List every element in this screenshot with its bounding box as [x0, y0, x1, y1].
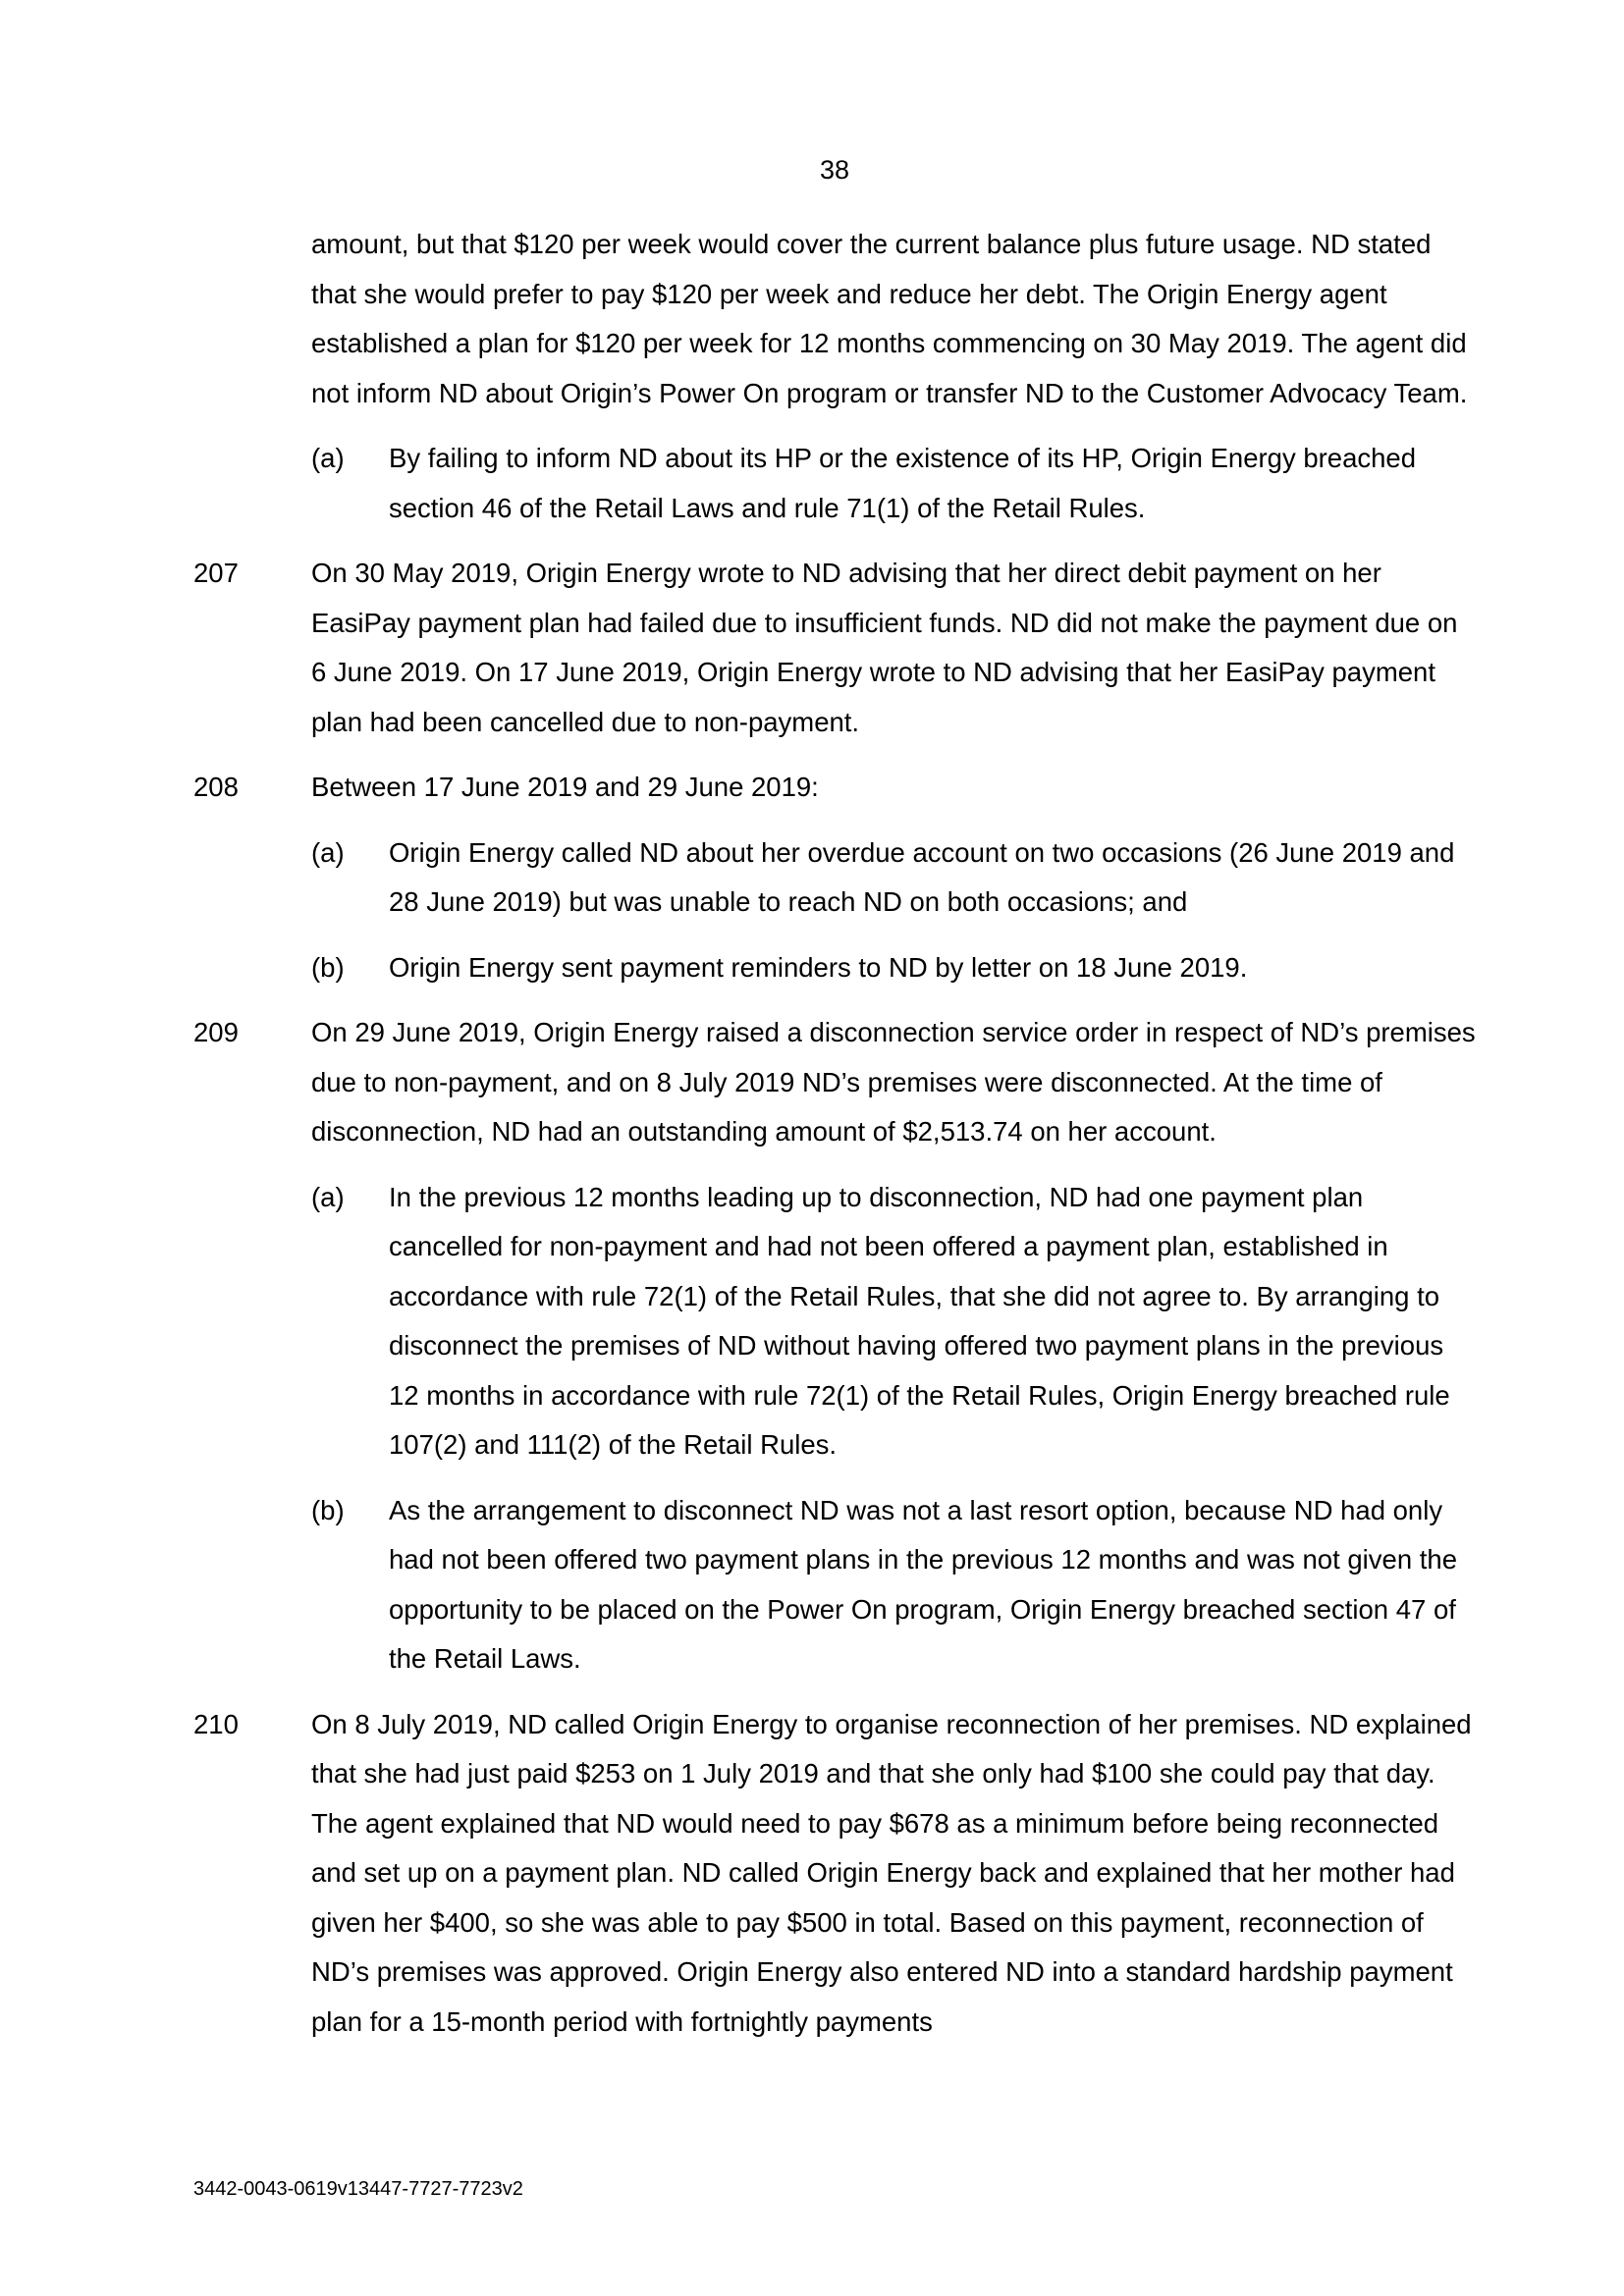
subparagraph-label: (b): [311, 951, 345, 983]
paragraph-continuation: [0, 220, 1624, 418]
subparagraph-label: (a): [311, 1181, 345, 1212]
paragraph-text: Between 17 June 2019 and 29 June 2019:: [311, 772, 819, 802]
subparagraph-label: (a): [311, 443, 345, 473]
subparagraph-text: In the previous 12 months leading up to disconnection, ND had one payment plan cancelled for non-payment and had not been offered a payment plan, established in accordance with rule 72(1) of the Retail Rules, that she did not agree to. By arranging to disconnect the premises of ND without having offered two payment plans in the previous 12 months in accordance with rule 72(1) of the Retail Rules, Origin Energy breached rule 107(2) and 111(2) of the Retail Rules.: [389, 1181, 1450, 1460]
subparagraph: [0, 1173, 1624, 1470]
paragraph-number: 208: [193, 772, 239, 802]
paragraph-number: 209: [193, 1017, 239, 1047]
subparagraph: [0, 828, 1624, 928]
paragraph-text: amount, but that $120 per week would cover the current balance plus future usage. ND stated that she would prefer to pay $120 per week and reduce her debt. The Origin Energy agent established a plan for $120 per week for 12 months commencing on 30 May 2019. The agent did not inform ND about Origin’s Power On program or transfer ND to the Customer Advocacy Team.: [311, 229, 1468, 408]
paragraph-number: 207: [193, 558, 239, 588]
subparagraph-text: As the arrangement to disconnect ND was not a last resort option, because ND had only had not been offered two payment plans in the previous 12 months and was not given the opportunity to be placed on the Power On program, Origin Energy breached section 47 of the Retail Laws.: [389, 1494, 1457, 1674]
subparagraph: [0, 943, 1624, 993]
subparagraph-label: (b): [311, 1494, 345, 1525]
document-body: [0, 220, 1624, 2047]
paragraph-text: On 8 July 2019, ND called Origin Energy to organise reconnection of her premises. ND explained that she had just paid $253 on 1 July 2019 and that she only had $100 she could pay that day. The agent explained that ND would need to pay $678 as a minimum before being reconnected and set up on a payment plan. ND called Origin Energy back and explained that her mother had given her $400, so she was able to pay $500 in total. Based on this payment, reconnection of ND’s premises was approved. Origin Energy also entered ND into a standard hardship payment plan for a 15-month period with fortnightly payments: [311, 1708, 1472, 2037]
subparagraph-label: (a): [311, 836, 345, 868]
document-reference-footer: 3442-0043-0619v13447-7727-7723v2: [193, 2178, 523, 2200]
paragraph-210: [0, 1700, 1624, 2048]
paragraph-text: On 29 June 2019, Origin Energy raised a disconnection service order in respect of ND’s premises due to non-payment, and on 8 July 2019 ND’s premises were disconnected. At the time of disconnection, ND had an outstanding amount of $2,513.74 on her account.: [311, 1017, 1476, 1147]
subparagraph: [0, 1486, 1624, 1684]
paragraph-207: [0, 549, 1624, 747]
subparagraph: [0, 434, 1624, 533]
subparagraph-text: By failing to inform ND about its HP or the existence of its HP, Origin Energy breached section 46 of the Retail Laws and rule 71(1) of the Retail Rules.: [389, 443, 1417, 523]
page-number: 38: [819, 155, 850, 185]
paragraph-text: On 30 May 2019, Origin Energy wrote to ND advising that her direct debit payment on her EasiPay payment plan had failed due to insufficient funds. ND did not make the payment due on 6 June 2019. On 17 June 2019, Origin Energy wrote to ND advising that her EasiPay payment plan had been cancelled due to non-payment.: [311, 558, 1458, 737]
paragraph-208: [0, 763, 1624, 813]
subparagraph-text: Origin Energy called ND about her overdue account on two occasions (26 June 2019 and 28 June 2019) but was unable to reach ND on both occasions; and: [389, 836, 1455, 917]
subparagraph-text: Origin Energy sent payment reminders to ND by letter on 18 June 2019.: [389, 951, 1248, 983]
paragraph-209: [0, 1008, 1624, 1157]
paragraph-number: 210: [193, 1708, 239, 1739]
